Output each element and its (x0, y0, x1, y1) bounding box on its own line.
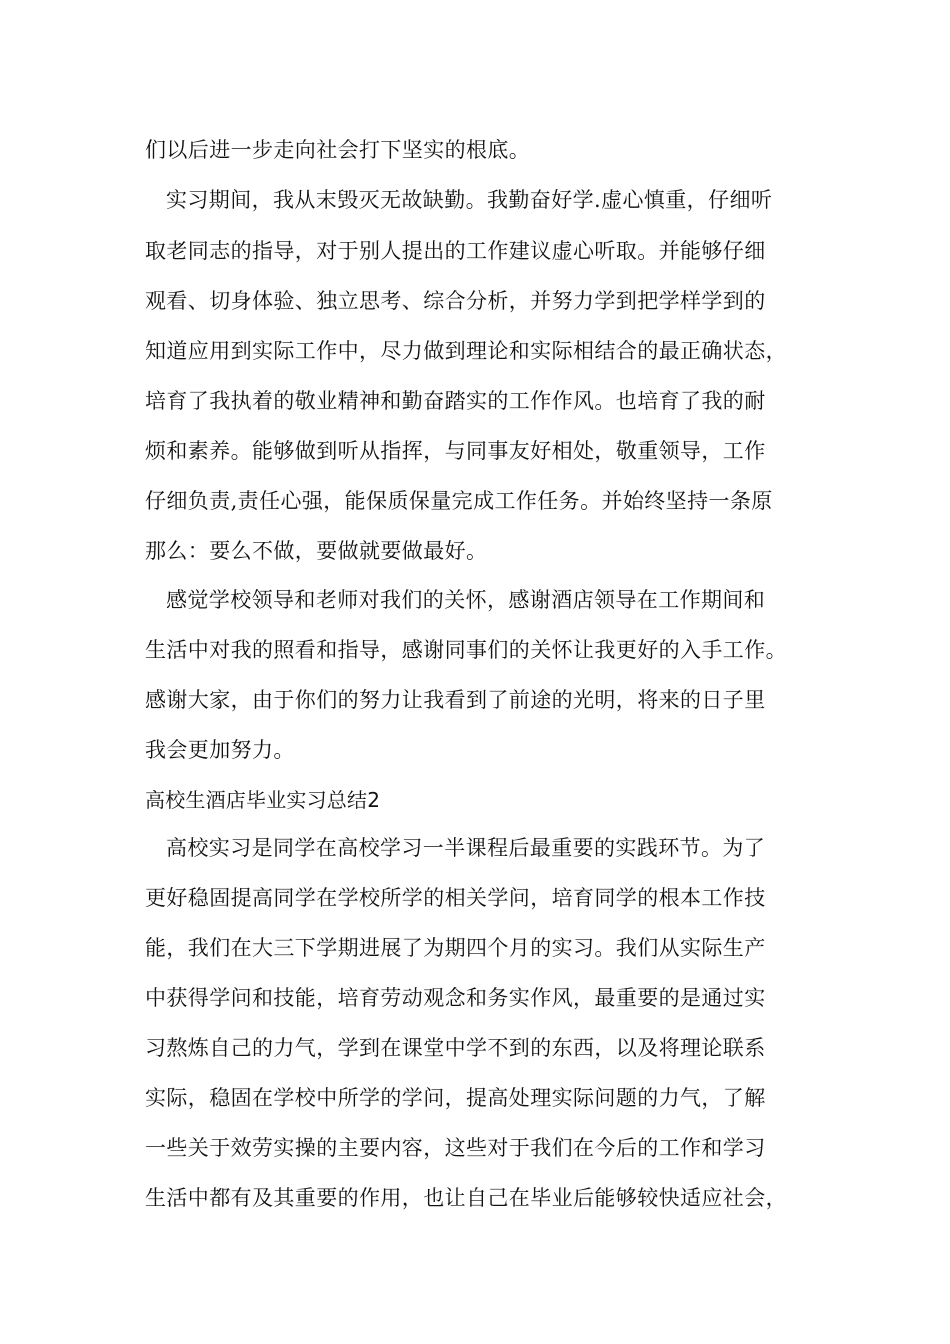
text-line: 更好稳固提高同学在学校所学的相关学问，培育同学的根本工作技 (145, 886, 766, 910)
text-line: 烦和素养。能够做到听从指挥，与同事友好相处，敬重领导，工作 (145, 439, 766, 463)
text-line: 能，我们在大三下学期进展了为期四个月的实习。我们从实际生产 (145, 936, 766, 960)
text-line: 那么：要么不做，要做就要做最好。 (145, 539, 488, 563)
text-line: 们以后进一步走向社会打下坚实的根底。 (145, 138, 531, 162)
text-line: 生活中对我的照看和指导，感谢同事们的关怀让我更好的入手工作。 (145, 638, 787, 662)
text-line: 实际，稳固在学校中所学的学问，提高处理实际问题的力气，了解 (145, 1086, 766, 1110)
paragraph-start-line: 实习期间，我从末毁灭无故缺勤。我勤奋好学.虚心慎重，仔细听 (166, 188, 773, 212)
text-line: 仔细负责,责任心强，能保质保量完成工作任务。并始终坚持一条原 (145, 489, 773, 513)
text-line: 取老同志的指导，对于别人提出的工作建议虚心听取。并能够仔细 (145, 239, 766, 263)
text-line: 观看、切身体验、独立思考、综合分析，并努力学到把学样学到的 (145, 289, 766, 313)
text-line: 一些关于效劳实操的主要内容，这些对于我们在今后的工作和学习 (145, 1136, 766, 1160)
text-line: 我会更加努力。 (145, 738, 295, 762)
text-line: 培育了我执着的敬业精神和勤奋踏实的工作作风。也培育了我的耐 (145, 389, 766, 413)
text-line: 习熬炼自己的力气，学到在课堂中学不到的东西，以及将理论联系 (145, 1036, 766, 1060)
text-line: 知道应用到实际工作中，尽力做到理论和实际相结合的最正确状态， (145, 339, 787, 363)
text-line: 感谢大家，由于你们的努力让我看到了前途的光明，将来的日子里 (145, 688, 766, 712)
paragraph-start-line: 高校实习是同学在高校学习一半课程后最重要的实践环节。为了 (166, 836, 766, 860)
paragraph-start-line: 感觉学校领导和老师对我们的关怀，感谢酒店领导在工作期间和 (166, 588, 766, 612)
section-heading: 高校生酒店毕业实习总结2 (145, 788, 381, 812)
text-line: 中获得学问和技能，培育劳动观念和务实作风，最重要的是通过实 (145, 986, 766, 1010)
text-line: 生活中都有及其重要的作用，也让自己在毕业后能够较快适应社会， (145, 1186, 787, 1210)
